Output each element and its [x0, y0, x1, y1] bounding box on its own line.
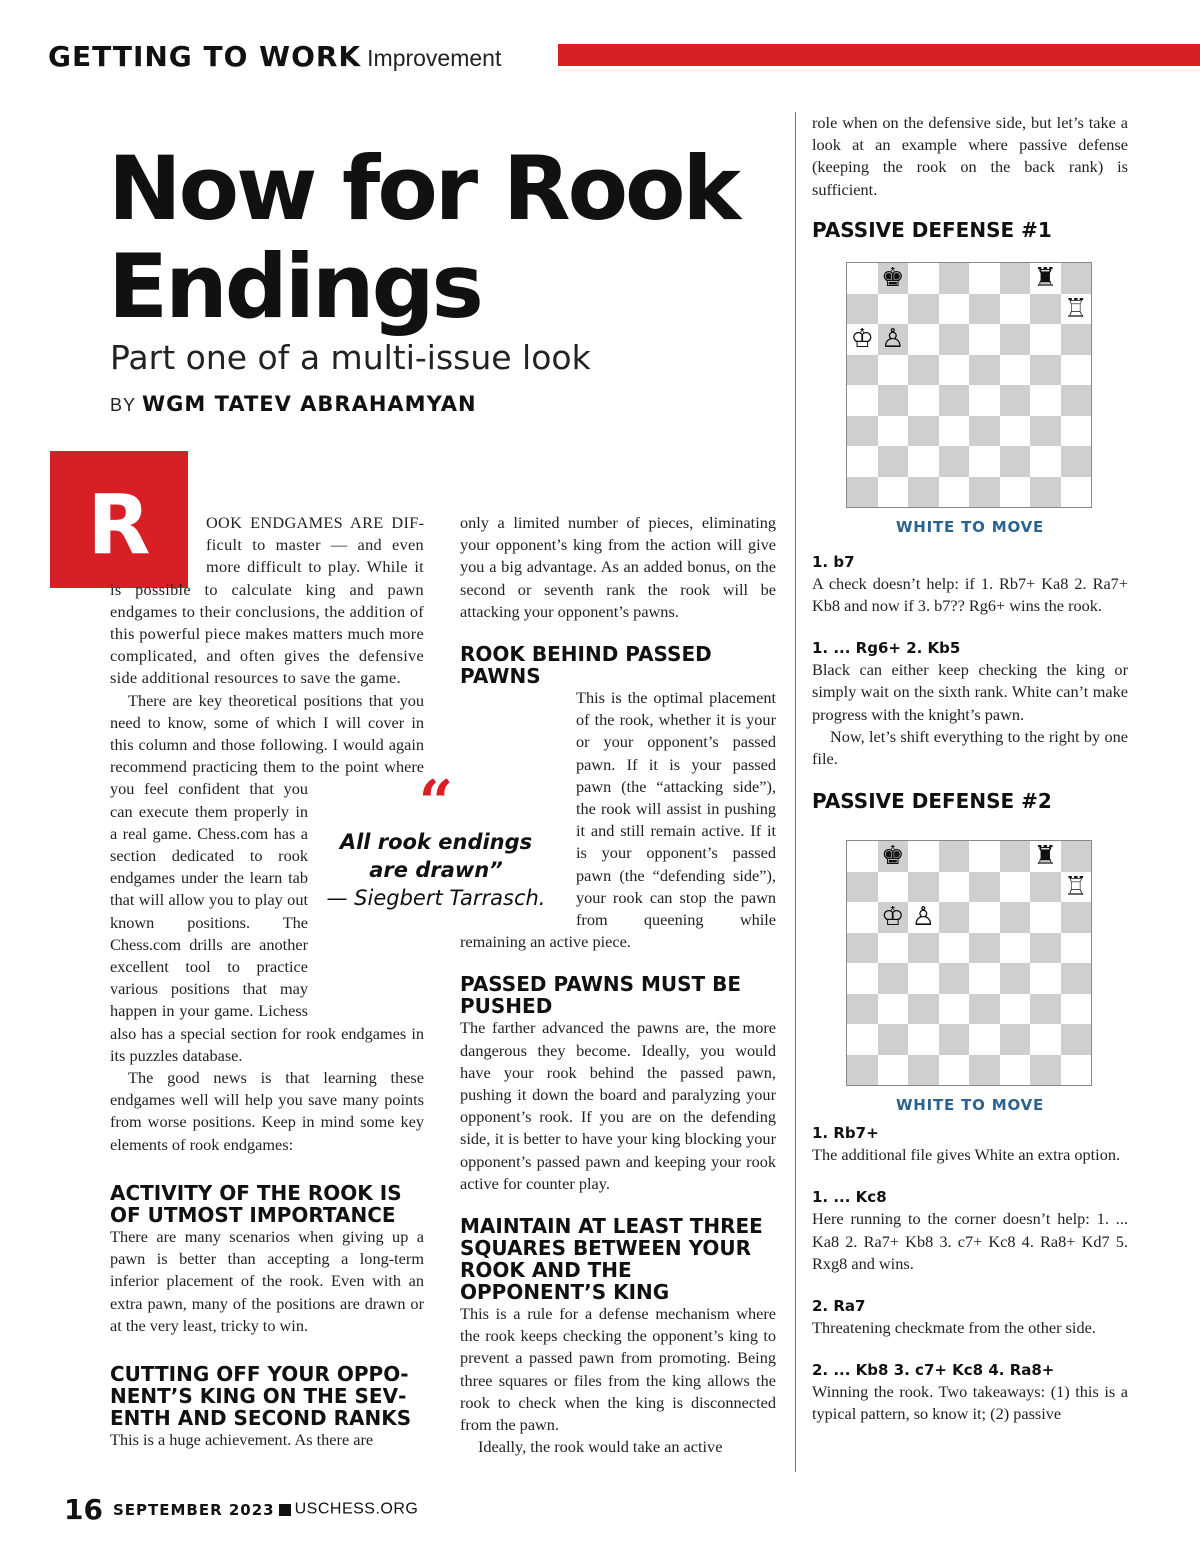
square-g6	[1030, 324, 1061, 355]
square-g2	[1030, 446, 1061, 477]
square-c8	[908, 263, 939, 294]
square-d8	[939, 263, 970, 294]
square-e6	[969, 324, 1000, 355]
square-e3	[969, 416, 1000, 447]
chess-piece-b8: ♚	[881, 263, 905, 294]
square-e5	[969, 933, 1000, 964]
square-f6	[1000, 902, 1031, 933]
square-c1	[908, 477, 939, 508]
square-h1	[1061, 477, 1092, 508]
body-paragraph: This is a rule for a defense mechanism where the rook keeps checking the opponent’s king to prevent a passed pawn from promoting. Being three squares or files from the king allows the rook to check when the king is disconnected from the pawn.	[460, 1304, 776, 1435]
diagram-heading: PASSIVE DEFENSE #2	[812, 789, 1052, 814]
byline	[110, 392, 477, 416]
chess-piece-g8: ♜	[1033, 841, 1057, 872]
square-a5	[847, 355, 878, 386]
square-h8	[1061, 841, 1092, 872]
square-f4	[1000, 963, 1031, 994]
square-h6	[1061, 902, 1092, 933]
square-h3	[1061, 994, 1092, 1025]
square-b2	[878, 1024, 909, 1055]
square-e5	[969, 355, 1000, 386]
section-heading: ACTIVITY OF THE ROOK IS OF UTMOST IMPORTANCE	[110, 1180, 402, 1227]
square-a1	[847, 477, 878, 508]
square-e3	[969, 994, 1000, 1025]
square-f3	[1000, 994, 1031, 1025]
move-notation: 1. b7	[812, 552, 855, 571]
square-e4	[969, 385, 1000, 416]
square-b7	[878, 294, 909, 325]
square-c2	[908, 446, 939, 477]
body-paragraph: Winning the rook. Two takeaways: (1) this is a typical pattern, so know it; (2) passive	[812, 1382, 1128, 1424]
square-a5	[847, 933, 878, 964]
square-d4	[939, 385, 970, 416]
chess-piece-c6: ♙	[911, 902, 935, 933]
chess-board-1	[846, 262, 1092, 508]
square-e6	[969, 902, 1000, 933]
square-a8	[847, 841, 878, 872]
quote-mark: “	[418, 768, 454, 838]
square-e8	[969, 263, 1000, 294]
square-f5	[1000, 355, 1031, 386]
square-a7	[847, 294, 878, 325]
chess-piece-h7: ♖	[1064, 871, 1088, 902]
move-notation: 2. Ra7	[812, 1297, 866, 1316]
move-notation: 1. ... Rg6+ 2. Kb5	[812, 639, 961, 658]
move-notation: 1. Rb7+	[812, 1124, 879, 1143]
square-c3	[908, 994, 939, 1025]
square-h3	[1061, 416, 1092, 447]
pull-quote	[318, 768, 554, 912]
section-heading: MAINTAIN AT LEAST THREE SQUARES BETWEEN YOUR ROOK AND THE OPPONENT’S KING	[460, 1214, 763, 1305]
square-d3	[939, 994, 970, 1025]
square-f4	[1000, 385, 1031, 416]
issue-date: SEPTEMBER 2023	[112, 1500, 275, 1519]
square-c5	[908, 355, 939, 386]
square-d3	[939, 416, 970, 447]
square-c4	[908, 963, 939, 994]
square-e8	[969, 841, 1000, 872]
body-paragraph: Here running to the corner doesn’t help: 1. ... Ka8 2. Ra7+ Kb8 3. c7+ Kc8 4. Ra8+ Kd7 5. Rxg8 and wins.	[812, 1209, 1128, 1273]
square-f3	[1000, 416, 1031, 447]
square-b8	[878, 263, 909, 294]
square-g2	[1030, 1024, 1061, 1055]
square-f5	[1000, 933, 1031, 964]
square-e2	[969, 446, 1000, 477]
square-d4	[939, 963, 970, 994]
subsection-label: Improvement	[367, 45, 502, 71]
square-b6	[878, 902, 909, 933]
square-c2	[908, 1024, 939, 1055]
square-e1	[969, 477, 1000, 508]
square-d7	[939, 872, 970, 903]
square-g3	[1030, 994, 1061, 1025]
square-h2	[1061, 1024, 1092, 1055]
square-f1	[1000, 1055, 1031, 1086]
square-e2	[969, 1024, 1000, 1055]
square-b3	[878, 994, 909, 1025]
square-g7	[1030, 872, 1061, 903]
square-c4	[908, 385, 939, 416]
square-g8	[1030, 841, 1061, 872]
square-e7	[969, 294, 1000, 325]
square-h6	[1061, 324, 1092, 355]
byline-prefix: BY	[110, 395, 137, 415]
square-c5	[908, 933, 939, 964]
square-d2	[939, 446, 970, 477]
body-paragraph: only a limited number of pieces, eliminating your opponent’s king from the action will give you a big advantage. As an added bonus, on the second or seventh rank the rook will be attacking your opponent’s pawns.	[460, 513, 776, 621]
square-f1	[1000, 477, 1031, 508]
square-e1	[969, 1055, 1000, 1086]
square-a8	[847, 263, 878, 294]
drop-cap: R	[50, 451, 188, 588]
square-h5	[1061, 355, 1092, 386]
body-paragraph: The good news is that learning these endgames well will help you save many points from worse positions. Keep in mind some key elements of rook endgames:	[110, 1068, 424, 1154]
square-d6	[939, 324, 970, 355]
square-a3	[847, 416, 878, 447]
square-b2	[878, 446, 909, 477]
body-paragraph: There are many scenarios when giving up a pawn is better than accepting a long-term inferior placement of the rook. Even with an extra pawn, many of the positions are drawn or at the very least, tricky to win.	[110, 1226, 424, 1335]
square-g1	[1030, 477, 1061, 508]
square-g4	[1030, 963, 1061, 994]
body-paragraph: This is the optimal placement of the rook, whether it is your or your opponent’s passed pawn. If it is your passed pawn (the “attacking side”), the rook will assist in pushing it and still remain active. If it is your opponent’s passed pawn (the “defending side”), your rook can stop the pawn from queening while remaining an active piece.	[460, 688, 776, 952]
square-a3	[847, 994, 878, 1025]
chess-piece-g8: ♜	[1033, 263, 1057, 294]
square-b8	[878, 841, 909, 872]
body-paragraph: Ideally, the rook would take an active	[478, 1437, 723, 1457]
square-c1	[908, 1055, 939, 1086]
square-d1	[939, 1055, 970, 1086]
square-c7	[908, 294, 939, 325]
page-number: 16	[64, 1493, 103, 1526]
chess-board-2	[846, 840, 1092, 1086]
square-b6	[878, 324, 909, 355]
square-e4	[969, 963, 1000, 994]
square-d5	[939, 933, 970, 964]
body-paragraph: The additional file gives White an extra option.	[812, 1145, 1121, 1165]
square-d6	[939, 902, 970, 933]
square-a4	[847, 385, 878, 416]
square-c3	[908, 416, 939, 447]
body-paragraph: Black can either keep checking the king or simply wait on the sixth rank. White can’t make progress with the knight’s pawn.	[812, 660, 1128, 724]
column-1	[110, 512, 424, 1451]
square-a2	[847, 1024, 878, 1055]
square-f8	[1000, 841, 1031, 872]
column-divider	[795, 112, 796, 1472]
square-c6	[908, 902, 939, 933]
footer-square-icon	[279, 1504, 291, 1516]
body-paragraph: A check doesn’t help: if 1. Rb7+ Ka8 2. Ra7+ Kb8 and now if 3. b7?? Rg6+ wins the rook.	[812, 573, 1128, 616]
square-a2	[847, 446, 878, 477]
square-d7	[939, 294, 970, 325]
square-c6	[908, 324, 939, 355]
author-name: WGM TATEV ABRAHAMYAN	[142, 392, 477, 416]
diagram-heading: PASSIVE DEFENSE #1	[812, 217, 1052, 242]
chess-piece-b6: ♔	[881, 902, 905, 933]
chess-piece-b8: ♚	[881, 841, 905, 872]
square-d2	[939, 1024, 970, 1055]
square-g4	[1030, 385, 1061, 416]
move-notation: 2. ... Kb8 3. c7+ Kc8 4. Ra8+	[812, 1361, 1055, 1380]
square-g7	[1030, 294, 1061, 325]
square-h7	[1061, 872, 1092, 903]
chess-piece-b6: ♙	[881, 324, 905, 355]
square-h8	[1061, 263, 1092, 294]
move-notation: 1. ... Kc8	[812, 1188, 887, 1207]
body-paragraph: There are key theoretical positions that you need to know, some of which I will cover in this column and those following. I would again recommend practicing them to the point where you feel confident that you can execute them properly in a real game. Chess.com has a section dedicated to rook endgames under the learn tab that will allow you to play out known positions. The Chess.com drills are another excellent tool to practice various positions that may happen in your game. Lichess also has a special section for rook endgames in its puzzles database.	[110, 690, 424, 1065]
section-heading: ROOK BEHIND PASSED PAWNS	[460, 642, 712, 689]
diagram-caption: WHITE TO MOVE	[895, 1096, 1045, 1114]
square-a6	[847, 902, 878, 933]
square-g1	[1030, 1055, 1061, 1086]
drop-cap-spacer	[110, 512, 206, 578]
square-d1	[939, 477, 970, 508]
square-b1	[878, 477, 909, 508]
chess-piece-h7: ♖	[1064, 293, 1088, 324]
section-heading: PASSED PAWNS MUST BE PUSHED	[460, 972, 742, 1019]
square-g3	[1030, 416, 1061, 447]
body-paragraph: The farther advanced the pawns are, the more dangerous they become. Ideally, you would have your rook behind the passed pawn, pushing it down the board and paralyzing your opponent’s rook. If you are on the defending side, it is better to have your king blocking your opponent’s passed pawn and keeping your rook active for counter play.	[460, 1018, 776, 1193]
square-h1	[1061, 1055, 1092, 1086]
chess-piece-a6: ♔	[850, 324, 874, 355]
square-e7	[969, 872, 1000, 903]
website: USCHESS.ORG	[294, 1500, 419, 1518]
square-f6	[1000, 324, 1031, 355]
quote-text: All rook endings are drawn”	[339, 830, 533, 882]
square-h2	[1061, 446, 1092, 477]
square-h5	[1061, 933, 1092, 964]
quote-author: — Siegbert Tarrasch.	[326, 886, 546, 910]
square-g6	[1030, 902, 1061, 933]
body-paragraph: Now, let’s shift everything to the right by one file.	[812, 726, 1128, 769]
square-c7	[908, 872, 939, 903]
square-g8	[1030, 263, 1061, 294]
square-b4	[878, 385, 909, 416]
section-label: GETTING TO WORK	[48, 40, 362, 73]
square-a1	[847, 1055, 878, 1086]
article-title: Now for Rook Endings	[108, 137, 739, 338]
section-heading: CUTTING OFF YOUR OPPONENT’S KING ON THE SEVENTH AND SECOND RANKS	[110, 1361, 412, 1430]
square-g5	[1030, 355, 1061, 386]
body-paragraph: This is a huge achievement. As there are	[110, 1429, 374, 1449]
section-header	[48, 40, 501, 73]
square-h4	[1061, 963, 1092, 994]
square-f2	[1000, 1024, 1031, 1055]
column-2	[460, 512, 776, 1459]
square-b3	[878, 416, 909, 447]
body-paragraph: Threatening checkmate from the other side.	[812, 1318, 1096, 1338]
square-f7	[1000, 872, 1031, 903]
square-b1	[878, 1055, 909, 1086]
square-b5	[878, 355, 909, 386]
body-paragraph: OOK ENDGAMES ARE DIFficult to master — and even more difficult to play. While it is possible to calculate king and pawn endgames to their conclusions, the addition of this powerful piece makes matters much more complicated, and often gives the defensive side additional resources to save the game.	[110, 513, 424, 688]
square-a4	[847, 963, 878, 994]
square-g5	[1030, 933, 1061, 964]
square-a7	[847, 872, 878, 903]
square-d5	[939, 355, 970, 386]
square-b5	[878, 933, 909, 964]
square-b7	[878, 872, 909, 903]
page-footer	[64, 1493, 418, 1526]
square-c8	[908, 841, 939, 872]
square-f2	[1000, 446, 1031, 477]
square-h7	[1061, 294, 1092, 325]
square-b4	[878, 963, 909, 994]
body-paragraph: role when on the defensive side, but let’s take a look at an example where passive defense (keeping the rook on the back rank) is sufficient.	[812, 113, 1128, 199]
square-d8	[939, 841, 970, 872]
diagram-caption: WHITE TO MOVE	[895, 518, 1045, 536]
header-accent-bar	[558, 44, 1200, 66]
square-h4	[1061, 385, 1092, 416]
square-a6	[847, 324, 878, 355]
article-subtitle: Part one of a multi-issue look	[110, 338, 591, 377]
square-f7	[1000, 294, 1031, 325]
square-f8	[1000, 263, 1031, 294]
